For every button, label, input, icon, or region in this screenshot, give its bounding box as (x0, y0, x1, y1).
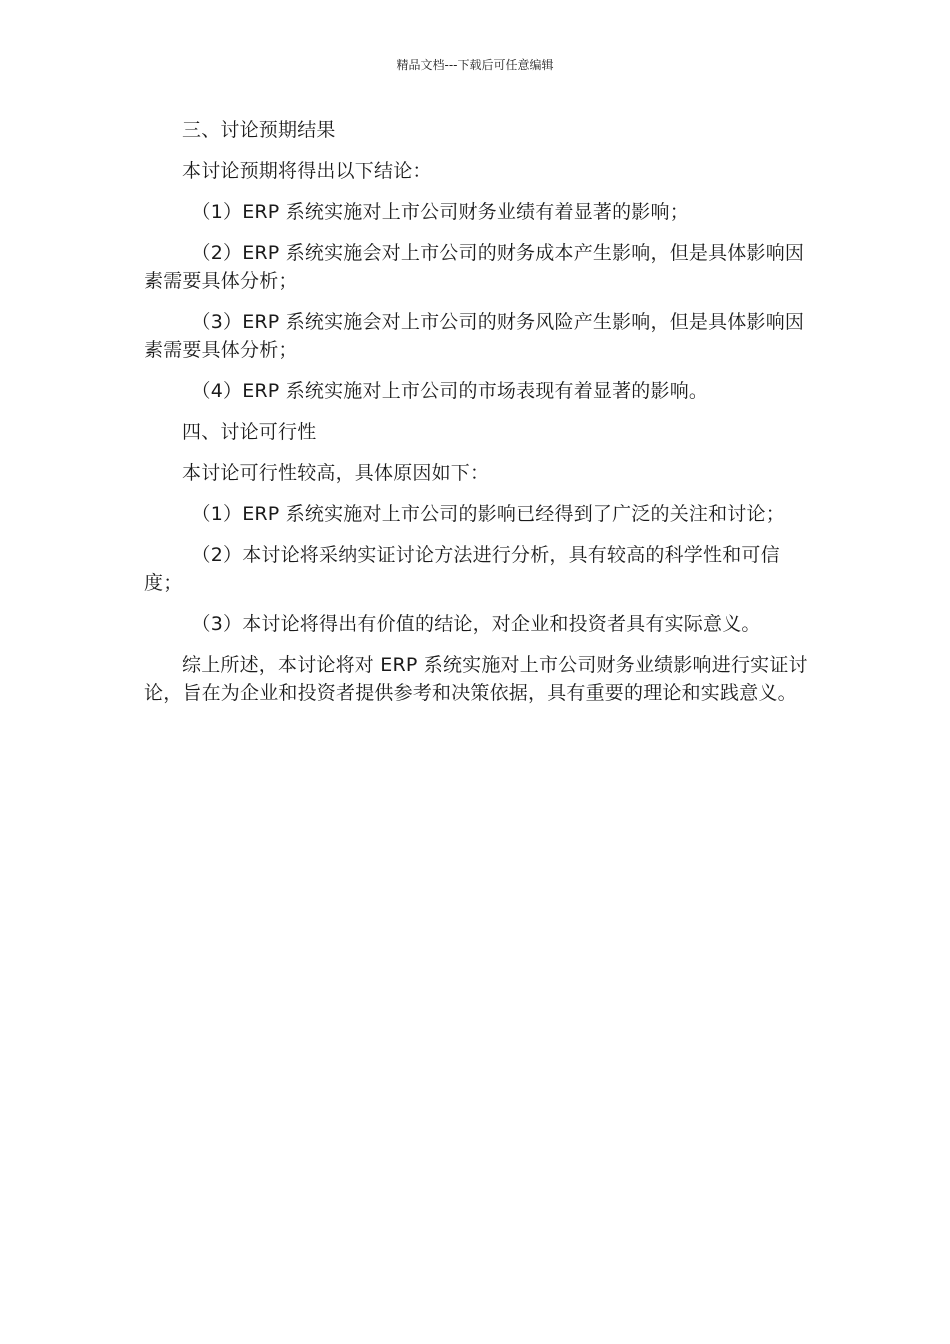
document-body (144, 116, 818, 720)
section-heading-feasibility: 四、讨论可行性 (182, 421, 317, 443)
list-item: （2）本讨论将采纳实证讨论方法进行分析，具有较高的科学性和可信度； (144, 544, 780, 594)
list-item: （2）ERP 系统实施会对上市公司的财务成本产生影响，但是具体影响因素需要具体分析； (144, 242, 805, 292)
list-item: （3）ERP 系统实施会对上市公司的财务风险产生影响，但是具体影响因素需要具体分析； (144, 311, 805, 361)
list-item: （4）ERP 系统实施对上市公司的市场表现有着显著的影响。 (191, 380, 709, 402)
conclusion-paragraph: 综上所述，本讨论将对 ERP 系统实施对上市公司财务业绩影响进行实证讨论，旨在为企业和投资者提供参考和决策依据，具有重要的理论和实践意义。 (144, 654, 808, 704)
section-intro: 本讨论可行性较高，具体原因如下： (182, 462, 490, 484)
section-heading-expected-results: 三、讨论预期结果 (182, 119, 336, 141)
section-intro: 本讨论预期将得出以下结论： (182, 160, 432, 182)
list-item: （1）ERP 系统实施对上市公司财务业绩有着显著的影响； (191, 201, 689, 223)
list-item: （1）ERP 系统实施对上市公司的影响已经得到了广泛的关注和讨论； (191, 503, 785, 525)
list-item: （3）本讨论将得出有价值的结论，对企业和投资者具有实际意义。 (191, 613, 761, 635)
page-header: 精品文档---下载后可任意编辑 (396, 58, 554, 72)
